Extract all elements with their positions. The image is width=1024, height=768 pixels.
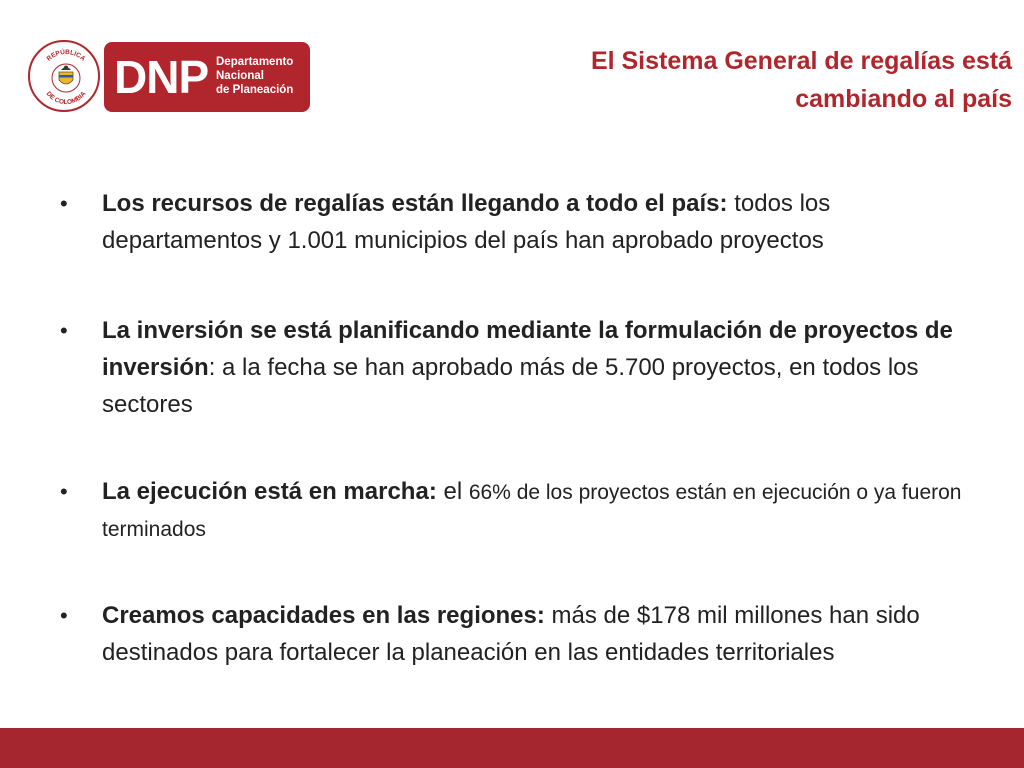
bullet-dot-icon: • <box>60 603 68 628</box>
bullet-body: el <box>436 478 469 505</box>
dnp-sub-line2: Nacional <box>216 70 264 82</box>
bullet-item <box>60 473 980 547</box>
dnp-logo <box>28 40 318 114</box>
dnp-sub-line1: Departamento <box>216 56 294 68</box>
bullet-item <box>60 185 980 259</box>
dnp-sub-line3: de Planeación <box>216 84 294 96</box>
bullet-item <box>60 597 980 671</box>
slide-title <box>452 42 1012 118</box>
bullet-body-small: 66% de los proyectos están en ejecución o ya fueron terminados <box>102 481 962 541</box>
dnp-wordmark <box>104 42 310 112</box>
slide-title-line1: El Sistema General de regalías está <box>590 47 1012 75</box>
bullet-list <box>60 185 980 671</box>
bullet-lead: La ejecución está en marcha: <box>102 478 437 505</box>
bullet-lead: Creamos capacidades en las regiones: <box>102 602 545 629</box>
colombia-seal-icon <box>28 40 100 112</box>
bullet-dot-icon: • <box>60 191 68 216</box>
bullet-lead: Los recursos de regalías están llegando a todo el país: <box>102 190 728 217</box>
svg-text:DE COLOMBIA <box>45 90 88 106</box>
bullet-item <box>60 312 980 423</box>
svg-text:REPÚBLICA <box>46 47 87 63</box>
dnp-subtitle <box>216 55 293 97</box>
slide-title-line2: cambiando al país <box>795 85 1012 113</box>
seal-bottom-text: DE COLOMBIA <box>44 90 88 107</box>
seal-top-text: REPÚBLICA <box>45 48 87 63</box>
bullet-body: más de $178 mil millones han sido destinados para fortalecer la planeación en las entidades territoriales <box>102 602 920 666</box>
dnp-letters: DNP <box>114 51 209 103</box>
bullet-lead: La inversión se está planificando mediante la formulación de proyectos de inversión <box>102 317 953 381</box>
bullet-dot-icon: • <box>60 318 68 343</box>
bullet-body: todos los departamentos y 1.001 municipios del país han aprobado proyectos <box>102 190 831 254</box>
footer-bar <box>0 728 1024 768</box>
bullet-dot-icon: • <box>60 479 68 504</box>
bullet-body: : a la fecha se han aprobado más de 5.700 proyectos, en todos los sectores <box>102 354 919 418</box>
